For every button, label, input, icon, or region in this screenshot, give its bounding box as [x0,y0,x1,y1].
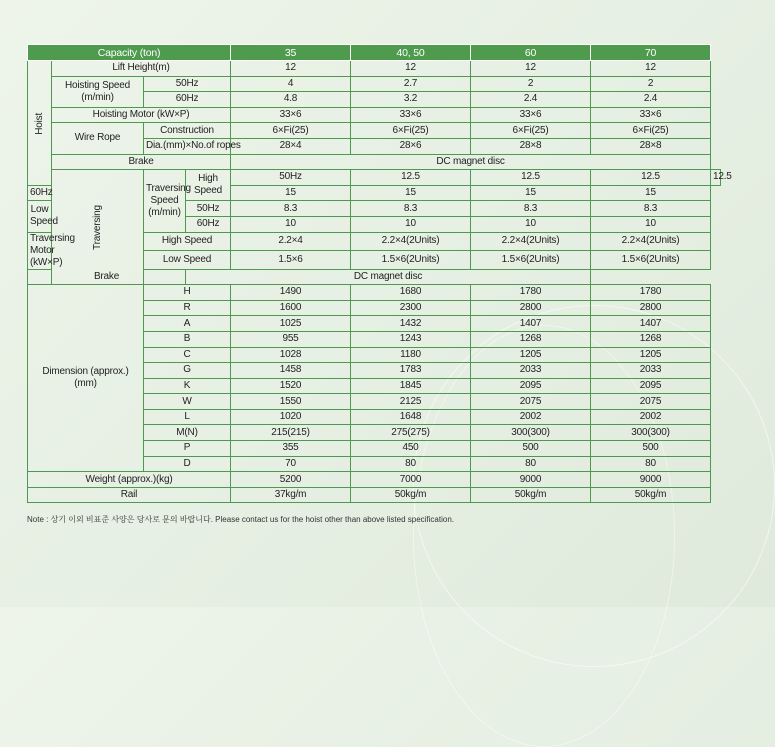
spec-table [27,44,732,503]
cell: 2.2×4 [231,232,351,251]
cell: 50kg/m [471,487,591,503]
cell: 275(275) [351,425,471,441]
cell: 355 [231,441,351,457]
cell: 15 [471,185,591,201]
dim-key: H [144,285,231,301]
cell: 1550 [231,394,351,410]
sub-label: Dia.(mm)×No.of ropes [144,138,231,154]
cell: 450 [351,441,471,457]
cell: 1680 [351,285,471,301]
table-row [28,154,721,170]
cell: 1845 [351,378,471,394]
row-label: Rail [28,487,231,503]
table-row [28,123,721,139]
cell: 28×6 [351,138,471,154]
table-row [28,76,721,92]
cell: 1.5×6(2Units) [471,251,591,270]
dim-key: D [144,456,231,472]
cell: 300(300) [591,425,711,441]
cell: 33×6 [231,107,351,123]
cell: 5200 [231,472,351,488]
cell: 33×6 [351,107,471,123]
cell: 2.2×4(2Units) [591,232,711,251]
sub-label: Low Speed [144,251,231,270]
cell: 9000 [591,472,711,488]
cell: 2095 [591,378,711,394]
table-row [28,487,721,503]
cell: 8.3 [231,201,351,217]
cell: 2.2×4(2Units) [351,232,471,251]
cell: 15 [591,185,711,201]
freq-label: 50Hz [144,76,231,92]
cell: 1268 [471,331,591,347]
cell: 1268 [591,331,711,347]
sub-label: High Speed [144,232,231,251]
cell: 10 [471,216,591,232]
row-label: Brake [28,269,186,285]
cell: 1648 [351,409,471,425]
cell: 8.3 [351,201,471,217]
cell: 6×Fi(25) [471,123,591,139]
cell: 12.5 [351,170,471,186]
cell: 8.3 [591,201,711,217]
cell: 1.5×6(2Units) [351,251,471,270]
cell: 2095 [471,378,591,394]
cell: 4 [231,76,351,92]
cell: 1.5×6 [231,251,351,270]
cell: 1520 [231,378,351,394]
cell: 500 [471,441,591,457]
cell: 1432 [351,316,471,332]
sub-label: Construction [144,123,231,139]
cell: 2.7 [351,76,471,92]
cell: 215(215) [231,425,351,441]
dim-key: G [144,363,231,379]
table-row [28,61,721,77]
model-header: 40, 50 [351,45,471,61]
row-label: Lift Height(m) [52,61,231,77]
dim-key: R [144,300,231,316]
dim-key: A [144,316,231,332]
header-row [28,45,721,61]
cell: 12 [351,61,471,77]
dim-key: B [144,331,231,347]
cell: 1205 [591,347,711,363]
cell: 2 [471,76,591,92]
cell: 1490 [231,285,351,301]
cell: 2 [591,76,711,92]
table-row [28,472,721,488]
cell: 1.5×6(2Units) [591,251,711,270]
cell: 15 [351,185,471,201]
row-label: Brake [52,154,231,170]
cell: 12 [471,61,591,77]
model-header: 35 [231,45,351,61]
cell: 2800 [591,300,711,316]
cell: 2002 [591,409,711,425]
cell: 2033 [471,363,591,379]
cell: 1028 [231,347,351,363]
cell: 4.8 [231,92,351,108]
dim-key: L [144,409,231,425]
table-row [28,285,721,301]
freq-label: 50Hz [231,170,351,186]
cell: 2.2×4(2Units) [471,232,591,251]
cell: 1205 [471,347,591,363]
cell: 1407 [471,316,591,332]
cell: 80 [351,456,471,472]
footnote: Note : 상기 이외 비표준 사양은 당사로 문의 바랍니다. Please contact us for the hoist other than above listed specification. [27,515,454,524]
row-label: Traversing Speed (m/min) [144,170,186,232]
row-label: Weight (approx.)(kg) [28,472,231,488]
cell: 28×8 [471,138,591,154]
dim-key: W [144,394,231,410]
cell: 28×4 [231,138,351,154]
dim-key: C [144,347,231,363]
model-header: 60 [471,45,591,61]
cell: 1180 [351,347,471,363]
cell: 1025 [231,316,351,332]
dim-key: P [144,441,231,457]
row-label: Wire Rope [52,123,144,154]
cell: 9000 [471,472,591,488]
cell: 1783 [351,363,471,379]
dim-key: M(N) [144,425,231,441]
cell: 500 [591,441,711,457]
row-label: Hoisting Speed (m/min) [52,76,144,107]
cell: 1458 [231,363,351,379]
table-row [28,107,721,123]
cell: 1243 [351,331,471,347]
dimension-label: Dimension (approx.) (mm) [28,285,144,472]
cell: 2075 [591,394,711,410]
cell: 10 [231,216,351,232]
cell: 2125 [351,394,471,410]
cell: 80 [591,456,711,472]
cell: 1407 [591,316,711,332]
cell: 2.4 [471,92,591,108]
cell: 2075 [471,394,591,410]
cell: 2002 [471,409,591,425]
cell: 955 [231,331,351,347]
cell: 33×6 [471,107,591,123]
row-label: Hoisting Motor (kW×P) [52,107,231,123]
freq-label: 60Hz [186,216,231,232]
cell: 10 [351,216,471,232]
cell: 2.4 [591,92,711,108]
cell: 6×Fi(25) [231,123,351,139]
section-label-hoist: Hoist [28,61,52,186]
cell: 28×8 [591,138,711,154]
cell: 300(300) [471,425,591,441]
cell: 70 [231,456,351,472]
cell: 1780 [591,285,711,301]
cell: 15 [231,185,351,201]
model-header: 70 [591,45,711,61]
freq-label: 50Hz [186,201,231,217]
capacity-header: Capacity (ton) [28,45,231,61]
cell: 12.5 [711,170,721,186]
cell: 12 [231,61,351,77]
cell: 12.5 [591,170,711,186]
cell: 7000 [351,472,471,488]
cell: 2300 [351,300,471,316]
cell: 3.2 [351,92,471,108]
cell: 6×Fi(25) [351,123,471,139]
cell: 12 [591,61,711,77]
cell: 10 [591,216,711,232]
sub-label: Low Speed [28,201,52,232]
cell: 37kg/m [231,487,351,503]
sub-label: High Speed [186,170,231,201]
row-label: Traversing Motor (kW×P) [28,232,52,269]
cell: DC magnet disc [186,269,591,285]
cell: 2800 [471,300,591,316]
cell: 80 [471,456,591,472]
cell: 33×6 [591,107,711,123]
cell: 8.3 [471,201,591,217]
freq-label: 60Hz [28,185,52,201]
section-label-traversing: Traversing [52,170,144,285]
cell: 1780 [471,285,591,301]
dim-key: K [144,378,231,394]
freq-label: 60Hz [144,92,231,108]
cell: 50kg/m [351,487,471,503]
cell: 2033 [591,363,711,379]
cell: 1600 [231,300,351,316]
cell: 12.5 [471,170,591,186]
cell: DC magnet disc [231,154,711,170]
cell: 50kg/m [591,487,711,503]
cell: 1020 [231,409,351,425]
table-row [28,170,721,186]
cell: 6×Fi(25) [591,123,711,139]
